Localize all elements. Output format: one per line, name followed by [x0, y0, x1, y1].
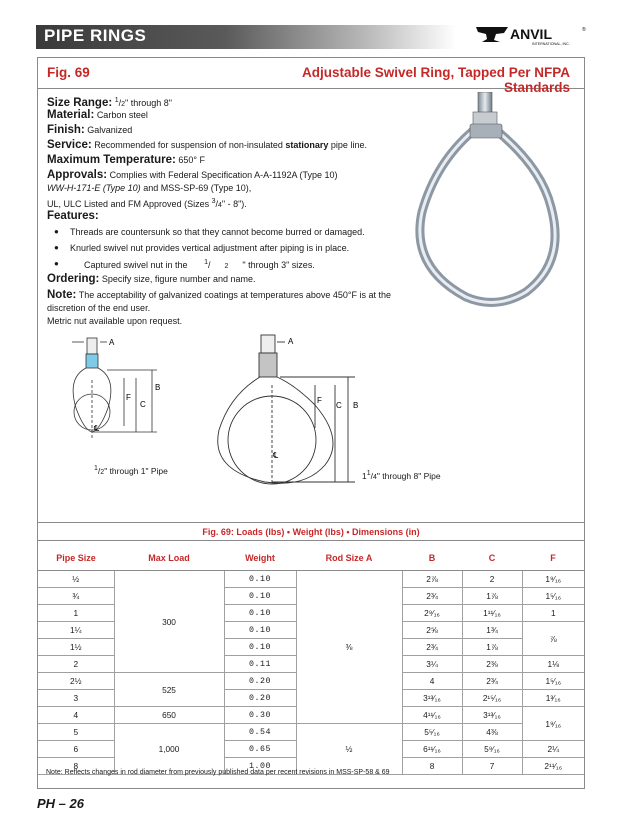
- spec-max-temp: Maximum Temperature: 650° F: [47, 154, 206, 166]
- table-cell: 0.10: [224, 605, 296, 622]
- table-cell: 0.11: [224, 656, 296, 673]
- table-cell: 1⁹⁄₁₆: [522, 707, 584, 741]
- table-caption: Fig. 69: Loads (lbs) • Weight (lbs) • Dimensions (in): [202, 527, 420, 537]
- table-cell: 0.30: [224, 707, 296, 724]
- dim-label-c: C: [140, 400, 146, 409]
- dim-label-a: A: [109, 338, 115, 347]
- table-cell: 3¹³⁄₁₆: [462, 707, 522, 724]
- table-cell: 8: [38, 758, 114, 775]
- table-cell: ½: [296, 724, 402, 775]
- table-cell: 1⁵⁄₁₆: [522, 588, 584, 605]
- table-cell: 5⁹⁄₁₆: [462, 741, 522, 758]
- spec-service: Service: Recommended for suspension of non-insulated stationary pipe line.: [47, 139, 367, 151]
- brand-subtitle: INTERNATIONAL, INC.: [532, 42, 570, 46]
- table-cell: 1⅛: [522, 656, 584, 673]
- dim-label-b: B: [155, 383, 161, 392]
- table-cell: 2: [462, 571, 522, 588]
- dim-label-f: F: [126, 393, 131, 402]
- table-cell: 0.54: [224, 724, 296, 741]
- table-cell: 2: [38, 656, 114, 673]
- table-cell: 3: [38, 690, 114, 707]
- col-c: C: [462, 546, 522, 571]
- table-cell: 2¾: [402, 588, 462, 605]
- dim-label-c: C: [336, 401, 342, 410]
- table-cell: 1⁵⁄₁₆: [522, 673, 584, 690]
- table-cell: 4: [38, 707, 114, 724]
- table-cell: 2⅜: [462, 656, 522, 673]
- table-cell: ⅞: [522, 622, 584, 656]
- drawing-small: [62, 330, 172, 465]
- table-cell: 1: [38, 605, 114, 622]
- table-cell: 6: [38, 741, 114, 758]
- col-b: B: [402, 546, 462, 571]
- col-f: F: [522, 546, 584, 571]
- table-cell: 1⅞: [462, 588, 522, 605]
- table-row: [38, 571, 584, 588]
- table-cell: 525: [114, 673, 224, 707]
- figure-number: Fig. 69: [47, 65, 90, 80]
- table-cell: ¾: [38, 588, 114, 605]
- dim-label-b: B: [353, 401, 359, 410]
- table-cell: 0.10: [224, 571, 296, 588]
- col-rod-size: Rod Size A: [296, 546, 402, 571]
- spec-finish: Finish: Galvanized: [47, 124, 133, 136]
- table-cell: 4⅜: [462, 724, 522, 741]
- table-cell: 2¹⁵⁄₁₆: [462, 690, 522, 707]
- col-max-load: Max Load: [114, 546, 224, 571]
- col-weight: Weight: [224, 546, 296, 571]
- table-cell: 1⁹⁄₁₆: [522, 571, 584, 588]
- spec-note: Note: The acceptability of galvanized coatings at temperatures above 450°F is at the discretion of the end user. Metric nut available upon request.: [47, 289, 392, 326]
- section-title: PIPE RINGS: [44, 26, 147, 45]
- table-cell: 1³⁄₁₆: [522, 690, 584, 707]
- centerline-mark: ℄: [273, 451, 279, 460]
- table-row: [38, 724, 584, 741]
- table-cell: 6¹¹⁄₁₆: [402, 741, 462, 758]
- table-cell: 1¾: [462, 622, 522, 639]
- brand-name: ANVIL: [510, 26, 552, 42]
- table-cell: 0.65: [224, 741, 296, 758]
- small-drawing-caption: $^1$/2" through 1" Pipe: [94, 465, 168, 476]
- figure-title: Adjustable Swivel Ring, Tapped Per NFPA Standards: [301, 65, 570, 95]
- spec-features-heading: Features:: [47, 210, 99, 222]
- table-cell: 2¼: [522, 741, 584, 758]
- spec-ordering: Ordering: Specify size, figure number and name.: [47, 273, 256, 285]
- table-cell: ⅜: [296, 571, 402, 724]
- table-cell: 2¾: [462, 673, 522, 690]
- table-cell: 1½: [38, 639, 114, 656]
- table-cell: ½: [38, 571, 114, 588]
- table-cell: 2⅞: [402, 571, 462, 588]
- spec-material: Material: Carbon steel: [47, 109, 148, 121]
- table-cell: 8: [402, 758, 462, 775]
- table-cell: 1: [522, 605, 584, 622]
- table-cell: 3¹³⁄₁₆: [402, 690, 462, 707]
- feature-item: ● Knurled swivel nut provides vertical adjustment after piping is in place.: [56, 243, 349, 253]
- dim-label-f: F: [317, 396, 322, 405]
- anvil-icon: [476, 27, 508, 42]
- table-cell: 2⁹⁄₁₆: [402, 605, 462, 622]
- table-cell: 0.10: [224, 639, 296, 656]
- dim-label-a: A: [288, 337, 294, 346]
- table-header-row: [38, 546, 584, 571]
- table-cell: 650: [114, 707, 224, 724]
- table-cell: 2¹¹⁄₁₆: [522, 758, 584, 775]
- table-cell: 1⅞: [462, 639, 522, 656]
- table-note: Note: Reflects changes in rod diameter from previously published data per recent revisions in MSS-SP-58 & 69: [46, 769, 390, 776]
- spec-size-range: Size Range: $^1$/2" through 8": [47, 97, 172, 109]
- drawing-large: [205, 330, 365, 490]
- feature-item: ● Threads are countersunk so that they cannot become burred or damaged.: [56, 227, 365, 237]
- table-cell: 1.00: [224, 758, 296, 775]
- table-top-rule: [38, 522, 584, 523]
- table-cell: 7: [462, 758, 522, 775]
- feature-item: ● Captured swivel nut in the $^1$/ 2 " through 3" sizes.: [56, 259, 315, 270]
- large-drawing-caption: $1^1/4$" through 8" Pipe: [362, 470, 441, 481]
- table-cell: 0.10: [224, 588, 296, 605]
- table-cell: 2¾: [402, 639, 462, 656]
- table-cell: 2⅝: [402, 622, 462, 639]
- table-cell: 1,000: [114, 724, 224, 775]
- anvil-logo: [472, 20, 592, 50]
- product-image: [396, 92, 576, 317]
- table-cell: 300: [114, 571, 224, 673]
- table-cell: 4: [402, 673, 462, 690]
- table-cell: 3¼: [402, 656, 462, 673]
- table-cell: 0.20: [224, 690, 296, 707]
- spec-approvals: Approvals: Complies with Federal Specification A-A-1192A (Type 10) WW-H-171-E (Type 10) and MSS-SP-69 (Type 10), UL, ULC Listed and FM Approved (Sizes $^3$/4" - 8").: [47, 169, 338, 209]
- page-number: PH – 26: [37, 796, 84, 811]
- table-caption-rule: [38, 540, 584, 541]
- table-cell: 2½: [38, 673, 114, 690]
- table-cell: 4¹¹⁄₁₆: [402, 707, 462, 724]
- brand-mark: ®: [582, 27, 586, 33]
- table-cell: 5⁵⁄₁₆: [402, 724, 462, 741]
- table-cell: 1¹¹⁄₁₆: [462, 605, 522, 622]
- loads-table: [38, 546, 584, 775]
- table-cell: 0.10: [224, 622, 296, 639]
- centerline-mark: ℄: [94, 424, 100, 433]
- col-pipe-size: Pipe Size: [38, 546, 114, 571]
- table-cell: 5: [38, 724, 114, 741]
- table-cell: 1¼: [38, 622, 114, 639]
- table-cell: 0.20: [224, 673, 296, 690]
